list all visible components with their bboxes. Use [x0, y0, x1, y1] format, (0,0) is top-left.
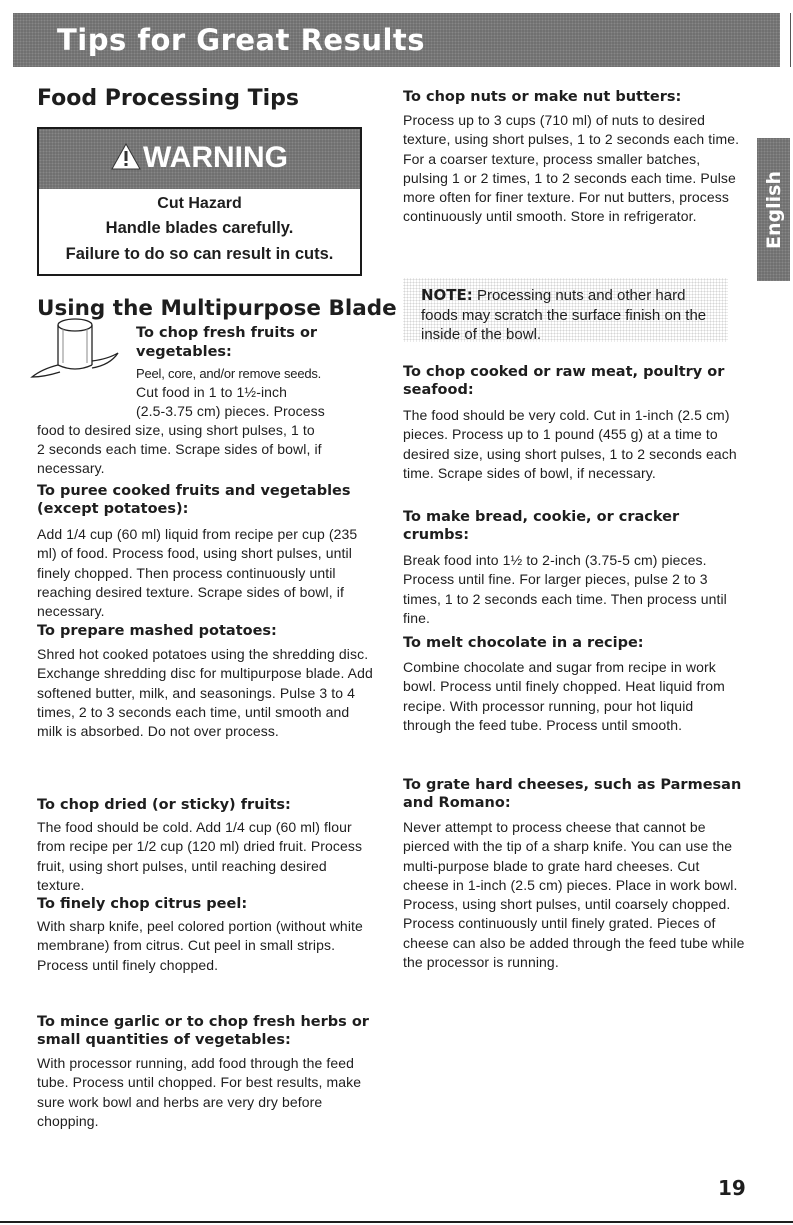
food-processing-tips-heading: Food Processing Tips	[37, 86, 300, 111]
warning-box	[37, 127, 362, 276]
language-tab	[757, 138, 790, 281]
s4-body: The food should be cold. Add 1/4 cup (60 ml) flour from recipe per 1/2 cup (120 ml) dried fruit. Process fruit, using short pulses, until reaching desired texture.	[37, 819, 363, 893]
s4-title: To chop dried (or sticky) fruits:	[37, 797, 291, 813]
note-body: Processing nuts and other hard foods may scratch the surface finish on the inside of the bowl.	[421, 287, 707, 343]
note-text	[421, 286, 721, 345]
s1-body-line4: food to desired size, using short pulses, 1 to	[37, 422, 315, 438]
warning-word: WARNING	[143, 141, 288, 174]
r2-body: The food should be very cold. Cut in 1-inch (2.5 cm) pieces. Process up to 1 pound (455 g) at a time to desired size, using short pulses, 1 to 2 seconds each time. Scrape sides of bowl, if necessary.	[403, 407, 737, 481]
r3-title: To make bread, cookie, or cracker crumbs:	[403, 509, 680, 543]
r1-body: Process up to 3 cups (710 ml) of nuts to desired texture, using short pulses, 1 to 2 seconds each time. For a coarser texture, process smaller batches, pulsing 1 or 2 times, 1 to 2 seconds each time. Pulse more often for finer texture. For nut butters, process continuously until smooth. Store in refrigerator.	[403, 112, 740, 225]
note-box	[403, 278, 728, 342]
r4-title: To melt chocolate in a recipe:	[403, 635, 644, 651]
warning-hazard: Cut Hazard	[157, 195, 242, 212]
language-tab-label: English	[762, 170, 785, 249]
s1-body-line5: 2 seconds each time. Scrape sides of bowl, if	[37, 441, 322, 457]
s1-body-line2: Cut food in 1 to 1½-inch	[136, 384, 288, 400]
s1-body-line1: Peel, core, and/or remove seeds.	[136, 366, 322, 381]
s5-body: With sharp knife, peel colored portion (without white membrane) from citrus. Cut peel in small strips. Process until finely chopped.	[37, 918, 363, 973]
warning-consequence: Failure to do so can result in cuts.	[65, 245, 334, 263]
r4-body: Combine chocolate and sugar from recipe in work bowl. Process until finely chopped. Heat liquid from recipe. With processor running, pour hot liquid through the feed tube. Process until smooth.	[403, 659, 725, 733]
warning-triangle-icon	[111, 143, 141, 170]
r2-title: To chop cooked or raw meat, poultry or seafood:	[403, 364, 725, 398]
multipurpose-blade-heading: Using the Multipurpose Blade	[37, 296, 397, 321]
warning-band	[39, 129, 360, 189]
r3-body: Break food into 1½ to 2-inch (3.75-5 cm) pieces. Process until fine. For larger pieces, pulse 2 to 3 times, 1 to 2 seconds each time. Then process until fine.	[403, 552, 727, 626]
s2-title: To puree cooked fruits and vegetables (except potatoes):	[37, 483, 351, 517]
note-label: NOTE:	[421, 286, 473, 304]
r5-body: Never attempt to process cheese that cannot be pierced with the tip of a sharp knife. You can use the multi-purpose blade to grate hard cheeses. Cut cheese in 1-inch (2.5 cm) pieces. Place in work bowl. Process, using short pulses, until coarsely chopped. Process continuously until finely grated. Pieces of cheese can also be added through the feed tube while the processor is running.	[403, 819, 745, 971]
s2-body: Add 1/4 cup (60 ml) liquid from recipe per cup (235 ml) of food. Process food, using short pulses, until finely chopped. Then process continuously until reaching desired texture. Scrape sides of bowl, if necessary.	[37, 526, 358, 620]
s1-body-line3: (2.5-3.75 cm) pieces. Process	[136, 403, 325, 419]
r1-title: To chop nuts or make nut butters:	[403, 89, 682, 105]
edge-rule	[790, 13, 791, 67]
s3-title: To prepare mashed potatoes:	[37, 623, 277, 639]
s3-body: Shred hot cooked potatoes using the shredding disc. Exchange shredding disc for multipurpose blade. Add softened butter, milk, and seasonings. Pulse 3 to 4 times, 2 to 3 seconds each time, until smooth and milk is absorbed. Do not over process.	[37, 646, 373, 740]
s6-title: To mince garlic or to chop fresh herbs or small quantities of vegetables:	[37, 1014, 369, 1048]
page-header-title: Tips for Great Results	[57, 23, 426, 57]
s1-title-line1: To chop fresh fruits or	[136, 325, 318, 341]
page-number: 19	[718, 1176, 746, 1200]
multipurpose-blade-icon	[30, 315, 120, 390]
warning-instruction: Handle blades carefully.	[105, 219, 294, 237]
s6-body: With processor running, add food through the feed tube. Process until chopped. For best results, make sure work bowl and herbs are very dry before chopping.	[37, 1055, 362, 1129]
s1-title-line2: vegetables:	[136, 344, 232, 360]
s1-body-line6: necessary.	[37, 460, 105, 476]
bottom-rule	[0, 1221, 793, 1223]
s5-title: To finely chop citrus peel:	[37, 896, 248, 912]
warning-title	[39, 141, 360, 175]
r5-title: To grate hard cheeses, such as Parmesan and Romano:	[403, 777, 742, 811]
